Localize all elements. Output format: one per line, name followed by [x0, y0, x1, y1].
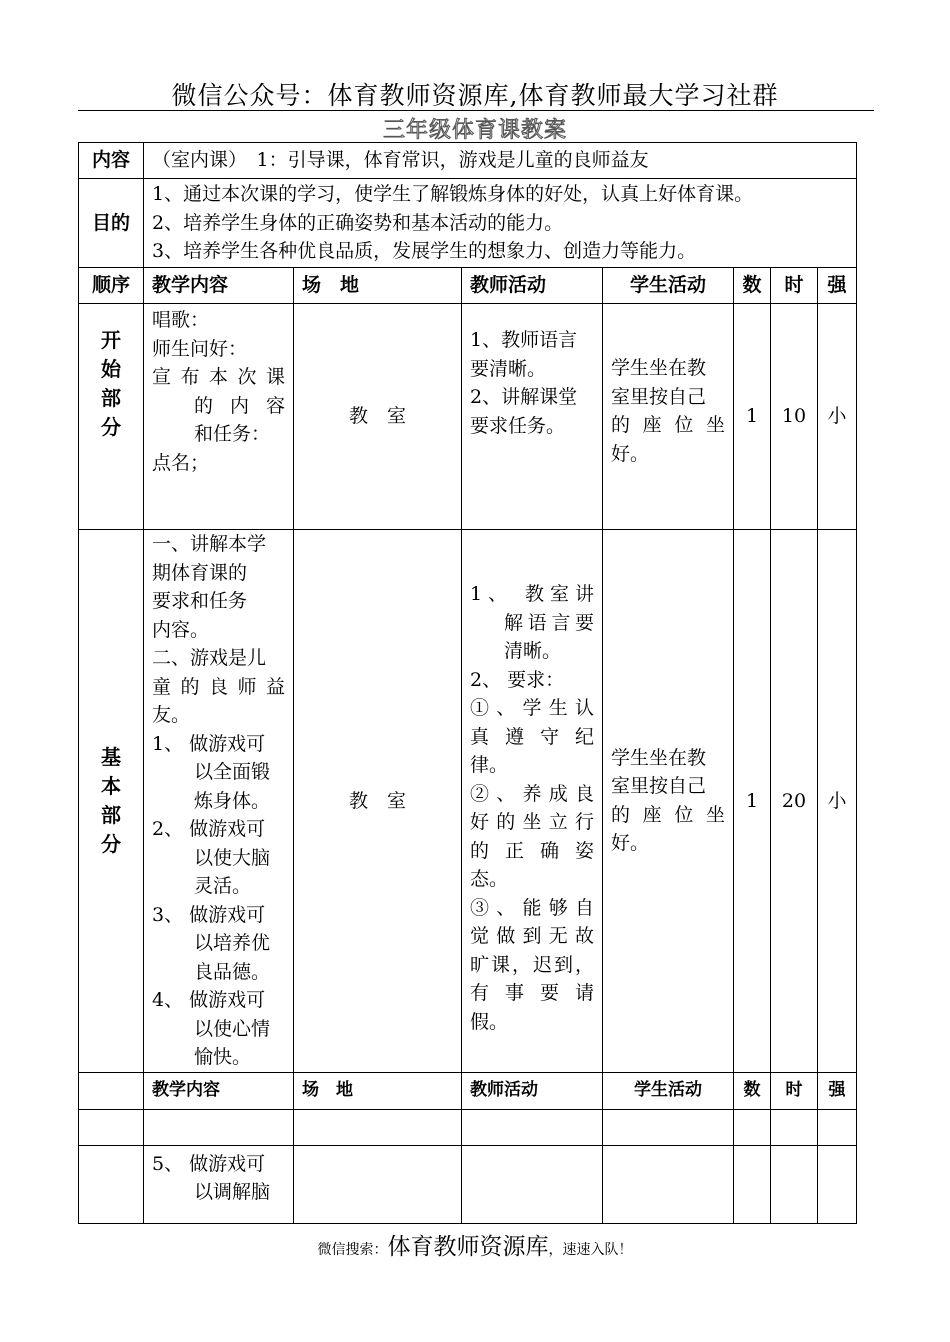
teacher-line: 要求任务。 [470, 414, 566, 437]
section-char: 基 [101, 744, 121, 769]
student-line: 学生坐在教 [611, 357, 707, 379]
purpose-list [144, 179, 857, 268]
continued-row [79, 1145, 857, 1223]
content-line: 以使心情 [194, 1017, 271, 1040]
student-line: 室里按自己 [611, 775, 707, 798]
teacher-line: 1、教师语言 [470, 329, 578, 351]
content-line: 和任务： [194, 423, 271, 445]
purpose-item: 1、通过本次课的学习，使学生了解锻炼身体的好处，认真上好体育课。 [152, 183, 754, 206]
teacher-line: 的正确姿 [470, 839, 594, 862]
section-char: 始 [101, 357, 121, 381]
teacher-line: 真遵守纪 [470, 725, 594, 748]
header-divider [78, 110, 874, 111]
content-line: 3、 做游戏可 [152, 903, 266, 926]
content-line: 以全面锻 [194, 761, 271, 783]
teacher-line: 旷课，迟到， [470, 953, 594, 976]
teacher-line: 律。 [470, 754, 509, 776]
teacher-line: 好的坐立行 [470, 811, 594, 833]
purpose-label: 目的 [79, 179, 144, 268]
start-section-label [79, 304, 144, 530]
content-line: 5、 做游戏可 [152, 1152, 266, 1175]
purpose-item: 2、培养学生身体的正确姿势和基本活动的能力。 [152, 211, 564, 234]
col-count-header: 数 [734, 268, 771, 304]
basic-teacher-cell [462, 530, 603, 1073]
page-header-title: 微信公众号：体育教师资源库,体育教师最大学习社群 [171, 81, 779, 110]
teacher-line: 要清晰。 [470, 357, 547, 380]
content-label: 内容 [79, 143, 144, 179]
basic-content-cell [144, 530, 294, 1073]
content-value: （室内课） 1：引导课，体育常识，游戏是儿童的良师益友 [144, 143, 857, 179]
footer-suffix: ，速速入队！ [548, 1242, 633, 1258]
start-intensity-cell: 小 [818, 304, 857, 530]
teacher-line: 觉做到无故 [470, 925, 594, 947]
content-line: 以调解脑 [194, 1181, 271, 1203]
content-line: 灵活。 [194, 875, 252, 897]
content-line: 2、 做游戏可 [152, 818, 266, 840]
content-line: 的内容 [194, 394, 285, 417]
column-header-row-repeat [79, 1072, 857, 1109]
content-line: 宣布本次课 [152, 366, 285, 388]
start-time-cell: 10 [771, 304, 818, 530]
document-subtitle: 三年级体育课教案 [382, 118, 567, 143]
teacher-line: ①、学生认 [470, 697, 594, 719]
column-header-row [79, 268, 857, 304]
start-count-cell: 1 [734, 304, 771, 530]
teacher-line: ②、养成良 [470, 782, 594, 805]
teacher-line: 有事要请 [470, 982, 594, 1004]
start-section-row [79, 304, 857, 530]
basic-time-cell: 20 [771, 530, 818, 1073]
continued-content-cell [144, 1145, 294, 1223]
col-teacher-header: 教师活动 [462, 268, 603, 304]
purpose-row [79, 179, 857, 268]
student-line: 的座位坐 [611, 803, 725, 826]
page-footer [0, 1228, 950, 1261]
basic-venue-cell: 教 室 [294, 530, 462, 1073]
teacher-line: ③、能够自 [470, 896, 594, 919]
student-line: 室里按自己 [611, 385, 707, 408]
col-content-header: 教学内容 [144, 1072, 294, 1109]
basic-section-label [79, 530, 144, 1073]
col-intensity-header: 强 [818, 268, 857, 304]
content-line: 唱歌： [152, 309, 210, 331]
content-line: 二、游戏是儿 [152, 647, 267, 669]
content-line: 一、讲解本学 [152, 533, 267, 555]
teacher-line: 2、讲解课堂 [470, 386, 578, 408]
empty-row [79, 1109, 857, 1145]
teacher-line: 清晰。 [504, 640, 562, 662]
col-order-header-blank [79, 1072, 144, 1109]
basic-count-cell: 1 [734, 530, 771, 1073]
student-line: 好。 [611, 832, 650, 855]
content-line: 4、 做游戏可 [152, 989, 266, 1011]
start-venue-cell: 教 室 [294, 304, 462, 530]
content-line: 要求和任务 [152, 590, 248, 612]
col-count-header: 数 [734, 1072, 771, 1109]
col-intensity-header: 强 [818, 1072, 857, 1109]
content-line: 点名； [152, 451, 210, 474]
basic-student-cell [603, 530, 734, 1073]
content-line: 友。 [152, 704, 191, 726]
col-content-header: 教学内容 [144, 268, 294, 304]
footer-prefix: 微信搜索： [317, 1242, 388, 1258]
section-char: 部 [101, 386, 121, 410]
teacher-line: 1、 教室讲 [470, 583, 594, 605]
col-teacher-header: 教师活动 [462, 1072, 603, 1109]
content-row [79, 143, 857, 179]
content-line: 炼身体。 [194, 789, 271, 812]
content-line: 良品德。 [194, 960, 271, 983]
section-char: 部 [101, 802, 121, 827]
content-line: 1、 做游戏可 [152, 732, 266, 755]
content-line: 愉快。 [194, 1046, 252, 1068]
section-char: 分 [101, 831, 121, 856]
col-time-header: 时 [771, 268, 818, 304]
teacher-line: 态。 [470, 868, 509, 890]
start-teacher-cell [462, 304, 603, 530]
start-content-cell [144, 304, 294, 530]
lesson-plan-table [78, 142, 857, 1224]
col-venue-header: 场 地 [294, 1072, 462, 1109]
basic-intensity-cell: 小 [818, 530, 857, 1073]
start-student-cell [603, 304, 734, 530]
content-line: 童的良师益 [152, 675, 285, 698]
purpose-item: 3、培养学生各种优良品质，发展学生的想象力、创造力等能力。 [152, 240, 697, 263]
section-char: 开 [101, 328, 121, 352]
col-student-header: 学生活动 [603, 1072, 734, 1109]
basic-section-row [79, 530, 857, 1073]
footer-account-name: 体育教师资源库 [387, 1234, 549, 1260]
student-line: 好。 [611, 442, 650, 465]
section-char: 本 [101, 773, 121, 798]
content-line: 内容。 [152, 618, 210, 641]
teacher-line: 假。 [470, 1010, 509, 1033]
teacher-line: 2、 要求： [470, 668, 565, 691]
teacher-line: 解语言要 [504, 611, 594, 634]
content-line: 期体育课的 [152, 561, 248, 584]
content-line: 师生问好： [152, 337, 248, 360]
col-order-header: 顺序 [79, 268, 144, 304]
content-line: 以培养优 [194, 932, 271, 954]
col-time-header: 时 [771, 1072, 818, 1109]
student-line: 学生坐在教 [611, 746, 707, 769]
col-student-header: 学生活动 [603, 268, 734, 304]
student-line: 的座位坐 [611, 414, 725, 436]
content-line: 以使大脑 [194, 846, 271, 869]
col-venue-header: 场 地 [294, 268, 462, 304]
section-char: 分 [101, 415, 121, 439]
